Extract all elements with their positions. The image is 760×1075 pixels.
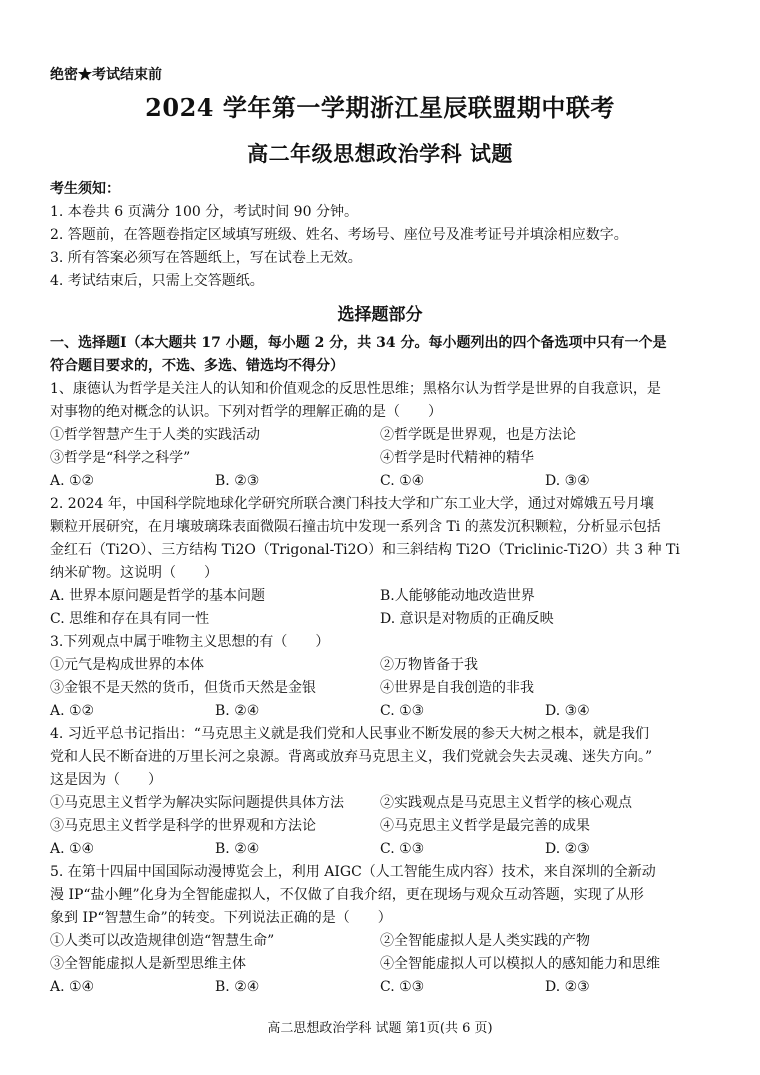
exam-title: 2024 学年第一学期浙江星辰联盟期中联考 xyxy=(145,93,615,122)
question-4 xyxy=(50,723,715,861)
option-d: D. ③④ xyxy=(545,703,590,719)
statement-row xyxy=(50,447,715,470)
statement-row xyxy=(50,930,715,953)
statement: ①马克思主义哲学为解决实际问题提供具体方法 xyxy=(50,795,344,811)
question-stem-line: 这是因为（ ） xyxy=(50,772,162,788)
statement: ③马克思主义哲学是科学的世界观和方法论 xyxy=(50,818,316,834)
notice-heading: 考生须知： xyxy=(50,181,120,197)
question-stem-line: 漫 IP“盐小鲤”化身为全智能虚拟人，不仅做了自我介绍，更在现场与观众互动答题，实现了从形 xyxy=(50,887,644,903)
candidate-notice xyxy=(50,178,628,293)
option-b: B. ②③ xyxy=(215,473,260,489)
options-row xyxy=(50,470,715,493)
statement: ③全智能虚拟人是新型思维主体 xyxy=(50,956,246,972)
statement-row xyxy=(50,585,715,608)
statement: ④哲学是时代精神的精华 xyxy=(380,450,534,466)
option-b: B. ②④ xyxy=(215,979,260,995)
question-stem-line: 颗粒开展研究，在月壤玻璃珠表面微陨石撞击坑中发现一系列含 Ti 的蒸发沉积颗粒，分析显示包括 xyxy=(50,519,661,535)
question-stem-line: 党和人民不断奋进的万里长河之泉源。背离或放弃马克思主义，我们党就会失去灵魂、迷失方向。” xyxy=(50,749,653,765)
statement: ③哲学是“科学之科学” xyxy=(50,450,191,466)
statement-row xyxy=(50,953,715,976)
option-c: C. ①③ xyxy=(380,703,425,719)
notice-item: 2. 答题前，在答题卷指定区域填写班级、姓名、考场号、座位号及准考证号并填涂相应数字。 xyxy=(50,227,628,243)
options-row xyxy=(50,838,715,861)
statement-row xyxy=(50,608,715,631)
option-d: D. ②③ xyxy=(545,979,590,995)
statement-row xyxy=(50,815,715,838)
option-a: A. ①④ xyxy=(50,979,95,995)
option-c: C. ①④ xyxy=(380,473,425,489)
options-row xyxy=(50,700,715,723)
notice-item: 1. 本卷共 6 页满分 100 分，考试时间 90 分钟。 xyxy=(50,204,358,220)
notice-item: 3. 所有答案必须写在答题纸上，写在试卷上无效。 xyxy=(50,250,362,266)
section-heading xyxy=(50,332,715,378)
question-stem-line: 3.下列观点中属于唯物主义思想的有（ ） xyxy=(50,634,330,650)
statement-row xyxy=(50,677,715,700)
section-title: 选择题部分 xyxy=(337,305,423,325)
option-c: C. ①③ xyxy=(380,841,425,857)
question-stem-line: 纳米矿物。这说明（ ） xyxy=(50,565,218,581)
notice-item: 4. 考试结束后，只需上交答题纸。 xyxy=(50,273,264,289)
statement: ①元气是构成世界的本体 xyxy=(50,657,204,673)
option-b: B.人能够能动地改造世界 xyxy=(380,588,535,604)
question-stem-line: 象到 IP“智慧生命”的转变。下列说法正确的是（ ） xyxy=(50,910,392,926)
option-a: A. ①④ xyxy=(50,841,95,857)
question-stem-line: 4. 习近平总书记指出：“马克思主义就是我们党和人民事业不断发展的参天大树之根本，就是我们 xyxy=(50,726,649,742)
statement: ①哲学智慧产生于人类的实践活动 xyxy=(50,427,260,443)
option-c: C. ①③ xyxy=(380,979,425,995)
statement: ④世界是自我创造的非我 xyxy=(380,680,534,696)
statement: ③金银不是天然的货币，但货币天然是金银 xyxy=(50,680,316,696)
statement-row xyxy=(50,424,715,447)
statement: ④马克思主义哲学是最完善的成果 xyxy=(380,818,590,834)
question-stem-line: 1、康德认为哲学是关注人的认知和价值观念的反思性思维；黑格尔认为哲学是世界的自我意识，是 xyxy=(50,381,661,397)
page-footer: 高二思想政治学科 试题 第1页(共 6 页) xyxy=(267,1021,493,1036)
question-2 xyxy=(50,493,715,631)
confidential-label: 绝密★考试结束前 xyxy=(50,67,162,83)
question-stem-line: 对事物的绝对概念的认识。下列对哲学的理解正确的是（ ） xyxy=(50,404,442,420)
option-a: A. ①② xyxy=(50,703,95,719)
statement: ②实践观点是马克思主义哲学的核心观点 xyxy=(380,795,632,811)
option-d: D. ②③ xyxy=(545,841,590,857)
option-c: C. 思维和存在具有同一性 xyxy=(50,611,210,627)
option-b: B. ②④ xyxy=(215,703,260,719)
statement: ④全智能虚拟人可以模拟人的感知能力和思维 xyxy=(380,956,660,972)
option-d: D. ③④ xyxy=(545,473,590,489)
question-body xyxy=(50,332,715,999)
section-heading-line: 符合题目要求的，不选、多选、错选均不得分） xyxy=(50,358,344,374)
option-b: B. ②④ xyxy=(215,841,260,857)
question-5 xyxy=(50,861,715,999)
question-stem-line: 金红石（Ti2O）、三方结构 Ti2O（Trigonal-Ti2O）和三斜结构 Ti2O（Triclinic-Ti2O）共 3 种 Ti xyxy=(50,542,680,558)
option-a: A. ①② xyxy=(50,473,95,489)
statement: ②哲学既是世界观，也是方法论 xyxy=(380,427,576,443)
section-heading-line: 一、选择题Ⅰ（本大题共 17 小题，每小题 2 分，共 34 分。每小题列出的四个备选项中只有一个是 xyxy=(50,335,667,351)
question-stem-line: 5. 在第十四届中国国际动漫博览会上，利用 AIGC（人工智能生成内容）技术，来自深圳的全新动 xyxy=(50,864,656,880)
statement: ①人类可以改造规律创造“智慧生命” xyxy=(50,933,275,949)
statement-row xyxy=(50,654,715,677)
statement: ②万物皆备于我 xyxy=(380,657,478,673)
option-a: A. 世界本原问题是哲学的基本问题 xyxy=(50,588,266,604)
option-d: D. 意识是对物质的正确反映 xyxy=(380,611,554,627)
question-3 xyxy=(50,631,715,723)
options-row xyxy=(50,976,715,999)
exam-subtitle: 高二年级思想政治学科 试题 xyxy=(247,141,513,166)
statement: ②全智能虚拟人是人类实践的产物 xyxy=(380,933,590,949)
statement-row xyxy=(50,792,715,815)
question-1 xyxy=(50,378,715,493)
question-stem-line: 2. 2024 年，中国科学院地球化学研究所联合澳门科技大学和广东工业大学，通过对嫦娥五号月壤 xyxy=(50,496,654,512)
